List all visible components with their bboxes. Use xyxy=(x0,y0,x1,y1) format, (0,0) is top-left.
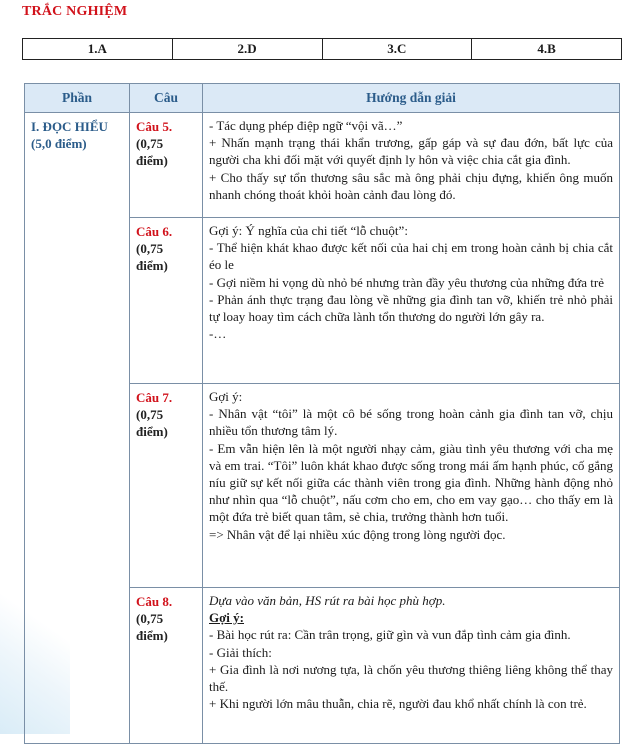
question-cell xyxy=(130,218,203,384)
answer-line: Gợi ý: Ý nghĩa của chi tiết “lỗ chuột”: xyxy=(209,223,408,238)
question-score: (0,75 xyxy=(136,611,164,627)
answer-line: => Nhân vật để lại nhiều xúc động trong lòng người đọc. xyxy=(209,526,506,542)
question-score-unit: điểm) xyxy=(136,628,168,644)
question-row-5 xyxy=(25,113,620,218)
part-name: I. ĐỌC HIỂU xyxy=(31,119,108,134)
question-cell xyxy=(130,384,203,588)
answer-line: Gợi ý: xyxy=(209,389,243,404)
question-cell xyxy=(130,588,203,744)
question-score-unit: điểm) xyxy=(136,258,168,274)
guide-header-row xyxy=(25,84,620,113)
answer-1: 1.A xyxy=(23,39,173,60)
header-question: Câu xyxy=(130,84,203,113)
section-title: TRẮC NGHIỆM xyxy=(22,4,128,19)
header-guide: Hướng dẫn giải xyxy=(203,84,620,113)
answer-line: + Nhấn mạnh trạng thái khẩn trương, gấp gáp và sự đau đớn, bất lực của người cha khi đối mặt với quyết định ly hôn và việc chia cắt gia đình. xyxy=(209,135,613,168)
answer-line: - Phản ánh thực trạng đau lòng về những gia đình tan vỡ, khiến trẻ nhỏ phải tự loay hoay tìm cách chữa lành tổn thương do người lớn gây ra. xyxy=(209,291,613,325)
answer-line: + Khi người lớn mâu thuẫn, chia rẽ, người đau khổ nhất chính là con trẻ. xyxy=(209,696,587,712)
answer-line: - Tác dụng phép điệp ngữ “vội vã…” xyxy=(209,118,403,133)
header-part: Phần xyxy=(25,84,130,113)
question-score: (0,75 xyxy=(136,407,164,423)
answer-cell xyxy=(203,113,620,218)
question-score: (0,75 xyxy=(136,136,164,152)
answer-4: 4.B xyxy=(472,39,622,60)
part-cell xyxy=(25,113,130,744)
guide-table xyxy=(24,83,620,744)
answer-2: 2.D xyxy=(172,39,322,60)
answer-cell xyxy=(203,218,620,384)
question-score-unit: điểm) xyxy=(136,424,168,440)
answer-line: + Cho thấy sự tổn thương sâu sắc mà ông phải chịu đựng, khiến ông muốn nhanh chóng thoát khỏi hoàn cảnh đau lòng đó. xyxy=(209,169,613,202)
answer-line: - Nhân vật “tôi” là một cô bé sống trong hoàn cảnh gia đình tan vỡ, chịu nhiều tổn thương tâm lý. xyxy=(209,406,613,439)
answer-line: - Bài học rút ra: Cần trân trọng, giữ gìn và vun đắp tình cảm gia đình. xyxy=(209,627,571,643)
question-score-unit: điểm) xyxy=(136,153,168,169)
answer-key-row xyxy=(23,39,622,60)
answer-line: - Gợi niềm hi vọng dù nhỏ bé nhưng tràn đầy yêu thương của những đứa trẻ xyxy=(209,274,605,290)
question-name: Câu 6. xyxy=(136,224,173,239)
answer-line: - Em vẫn hiện lên là một người nhạy cảm, giàu tình yêu thương với cha mẹ và em trai. “Tôi” luôn khát khao được sống trong mái ấm hạnh phúc, cố gắng níu giữ sự kết nối giữa các thành viên trong gia đình. Những hành động nhỏ như nhìn qua “lỗ chuột”, nấu cơm cho em, cho em vay gạo… cho thấy em là một đứa trẻ biết quan tâm, sẻ chia, trưởng thành hơn tuổi. xyxy=(209,440,613,525)
question-score: (0,75 xyxy=(136,241,164,257)
answer-line: - Thể hiện khát khao được kết nối của hai chị em trong hoàn cảnh bị chia cắt éo le xyxy=(209,240,613,273)
question-name: Câu 5. xyxy=(136,119,173,134)
answer-intro: Dựa vào văn bản, HS rút ra bài học phù hợp. xyxy=(209,593,446,608)
answer-line: -… xyxy=(209,326,227,342)
answer-3: 3.C xyxy=(322,39,472,60)
answer-key-table xyxy=(22,38,622,60)
part-score: (5,0 điểm) xyxy=(31,136,87,152)
answer-cell xyxy=(203,384,620,588)
question-cell xyxy=(130,113,203,218)
answer-cell xyxy=(203,588,620,744)
answer-line: - Giải thích: xyxy=(209,644,272,660)
answer-hint: Gợi ý: xyxy=(209,610,245,626)
question-name: Câu 7. xyxy=(136,390,173,405)
answer-line: + Gia đình là nơi nương tựa, là chốn yêu thương thiêng liêng không thể thay thế. xyxy=(209,661,613,695)
question-name: Câu 8. xyxy=(136,594,173,609)
